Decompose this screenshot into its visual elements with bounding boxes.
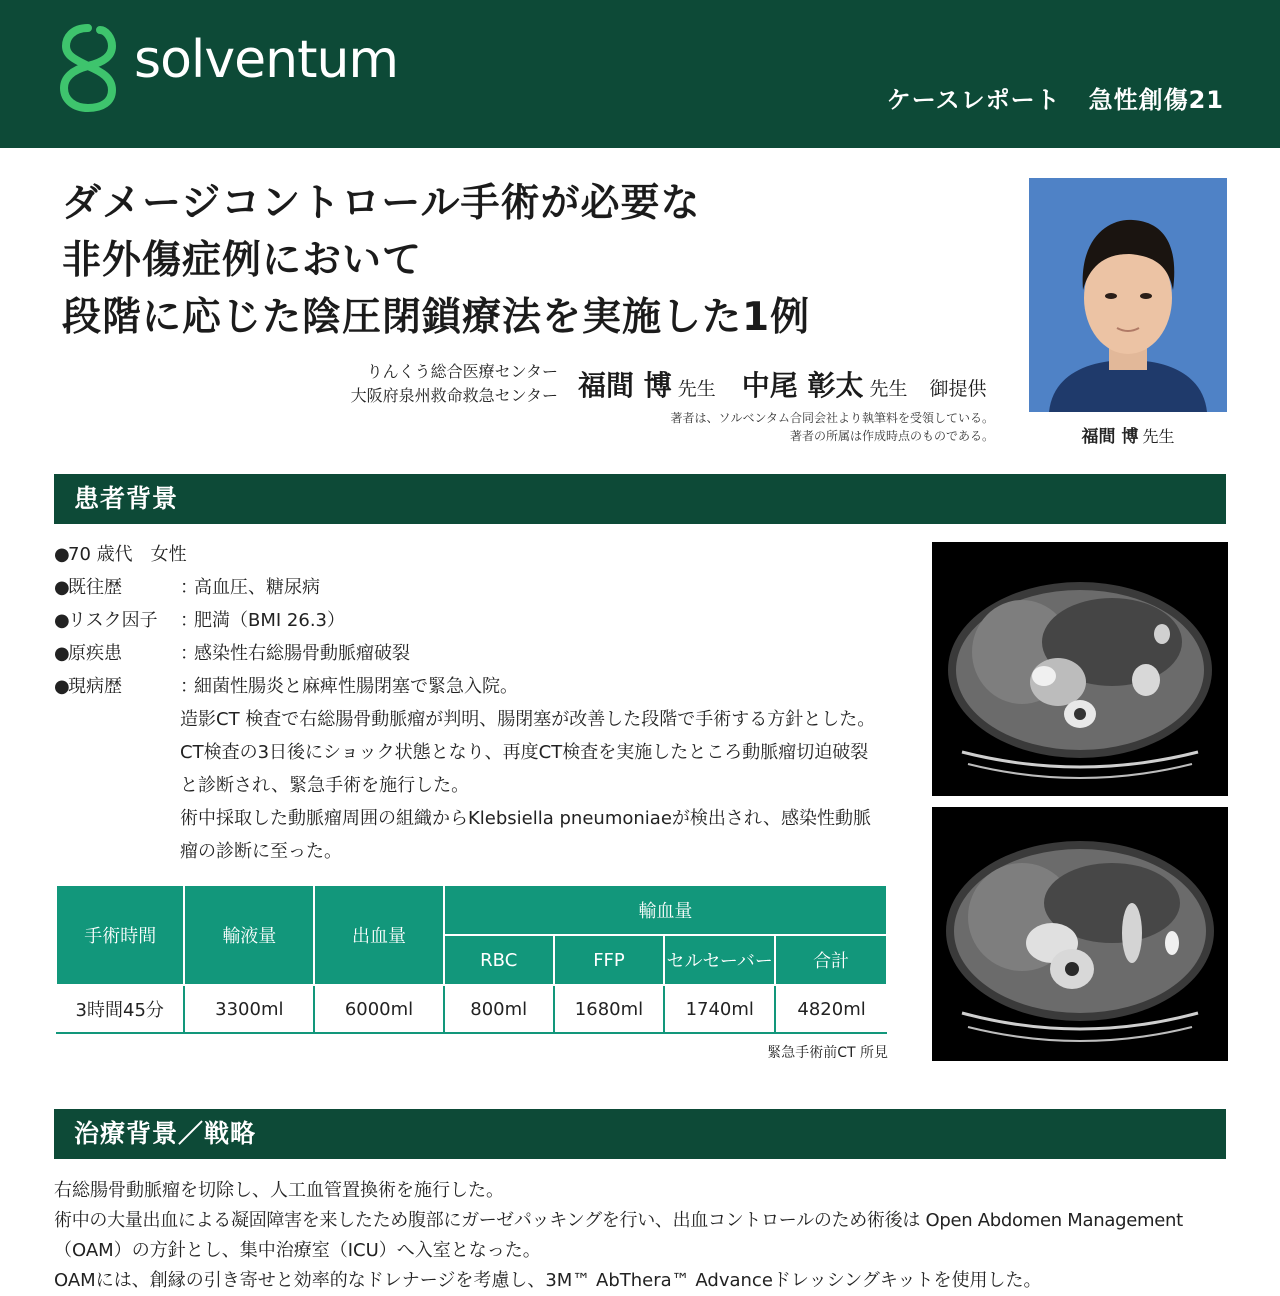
present-line-1: 細菌性腸炎と麻痺性腸閉塞で緊急入院。 [194,676,518,697]
section-patient-background: 患者背景 [54,474,1226,524]
history-value: 高血圧、糖尿病 [194,577,320,598]
portrait-name: 福間 博 [1081,427,1139,447]
ct-caption: 緊急手術前CT 所見 [767,1045,888,1061]
ct-image-1 [932,542,1228,796]
treatment-text [54,1176,1230,1296]
value-blood-loss: 6000ml [314,985,444,1033]
author-2: 中尾 彰太 [741,369,864,402]
present-line-4: と診断され、緊急手術を施行した。 [180,775,470,796]
affiliation-2: 大阪府泉州救命救急センター [350,386,558,405]
header-transfusion: 輸血量 [444,885,887,935]
treatment-line-3: （OAM）の方針とし、集中治療室（ICU）へ入室となった。 [54,1240,541,1261]
ct-image-2 [932,807,1228,1061]
note-1: 著者は、ソルベンタム合同会社より執筆料を受領している。 [670,411,994,425]
solventum-logo-icon [54,22,122,112]
portrait-honorific: 先生 [1142,427,1175,446]
provided-by: 御提供 [929,378,987,400]
header-surgery-time: 手術時間 [56,885,184,985]
present-line-6: 瘤の診断に至った。 [180,841,342,862]
list-item: ● 原疾患 ： 感染性右総腸骨動脈瘤破裂 [54,637,914,670]
title-line-2: 非外傷症例において [62,238,423,283]
document-title [62,175,1002,346]
list-item: ● 現病歴 ： 細菌性腸炎と麻痺性腸閉塞で緊急入院。 [54,670,914,703]
author-portrait [1029,178,1227,412]
report-type: ケースレポート [886,86,1061,114]
value-surgery-time: 3時間45分 [56,985,184,1033]
note-2: 著者の所属は作成時点のものである。 [789,429,994,443]
report-tag [887,80,1224,115]
table-row [56,985,887,1033]
treatment-line-4: OAMには、創縁の引き寄せと効率的なドレナージを考慮し、3M™ AbThera™ Advanceドレッシングキットを使用した。 [54,1270,1042,1291]
affiliations [300,360,558,408]
header-rbc: RBC [444,935,554,985]
author-2-honorific: 先生 [869,378,908,400]
list-item: ● リスク因子 ： 肥満（BMI 26.3） [54,604,914,637]
header-bar [0,0,1280,148]
value-cell-saver: 1740ml [664,985,775,1033]
title-line-1: ダメージコントロール手術が必要な [62,181,701,226]
header-cell-saver: セルセーバー [664,935,775,985]
value-rbc: 800ml [444,985,554,1033]
disease-value: 感染性右総腸骨動脈瘤破裂 [194,643,410,664]
list-item: ● 70 歳代 女性 [54,538,914,571]
risk-value: 肥満（BMI 26.3） [194,610,345,631]
value-fluid-volume: 3300ml [184,985,314,1033]
header-total: 合計 [775,935,887,985]
treatment-line-2: 術中の大量出血による凝固障害を来したため腹部にガーゼパッキングを行い、出血コントロールのため術後は Open Abdomen Management [54,1210,1183,1231]
author-1: 福間 博 [578,369,672,402]
header-blood-loss: 出血量 [314,885,444,985]
risk-label: リスク因子 [68,610,158,631]
author-names [578,364,987,404]
portrait-image [1029,178,1227,412]
title-line-3: 段階に応じた陰圧閉鎖療法を実施した1例 [62,295,811,340]
portrait-caption [1029,422,1227,447]
treatment-line-1: 右総腸骨動脈瘤を切除し、人工血管置換術を施行した。 [54,1180,504,1201]
brand-name: solventum [134,30,399,90]
report-number: 急性創傷21 [1088,86,1224,114]
value-ffp: 1680ml [554,985,665,1033]
patient-age: 70 歳代 女性 [68,544,187,565]
history-label: 既往歴 [68,577,122,598]
list-item: ● 既往歴 ： 高血圧、糖尿病 [54,571,914,604]
present-line-2: 造影CT 検査で右総腸骨動脈瘤が判明、腸閉塞が改善した段階で手術する方針とした。 [180,709,876,730]
value-total: 4820ml [775,985,887,1033]
present-line-3: CT検査の3日後にショック状態となり、再度CT検査を実施したところ動脈瘤切迫破裂 [180,742,869,763]
disease-label: 原疾患 [68,643,122,664]
author-notes [560,409,994,445]
author-1-honorific: 先生 [677,378,716,400]
present-line-5: 術中採取した動脈瘤周囲の組織からKlebsiella pneumoniaeが検出され、感染性動脈 [180,808,871,829]
header-fluid-volume: 輸液量 [184,885,314,985]
section-treatment-strategy: 治療背景／戦略 [54,1109,1226,1159]
patient-background-list [54,538,914,868]
surgery-data-table [55,884,888,1034]
header-ffp: FFP [554,935,665,985]
affiliation-1: りんくう総合医療センター [366,362,558,381]
present-label: 現病歴 [68,676,122,697]
